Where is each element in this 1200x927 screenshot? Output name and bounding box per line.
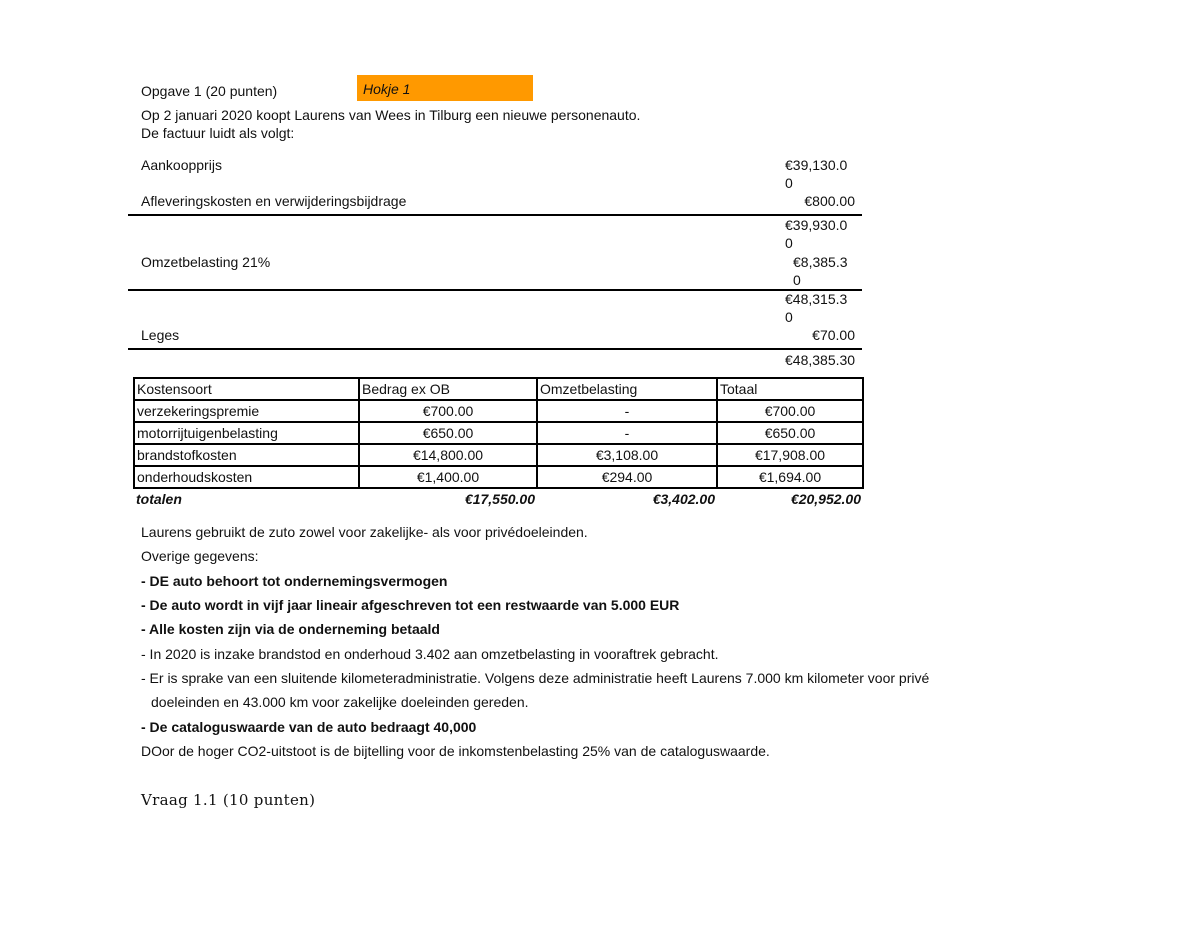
invoice-rule-1 — [128, 214, 862, 216]
invoice-rule-3 — [128, 348, 862, 350]
usage-paragraph: Laurens gebruikt de zuto zowel voor zakelijke- als voor privédoeleinden. — [141, 524, 588, 540]
table-cell: €1,400.00 — [359, 466, 537, 488]
table-totals-row — [134, 488, 863, 509]
bullet-ondernemingsvermogen: - DE auto behoort tot ondernemingsvermogen — [141, 573, 448, 589]
table-cell: €650.00 — [717, 422, 863, 444]
invoice-subtotal-2: €48,315.30 — [785, 291, 848, 325]
bullet-kilometers-cont: doeleinden en 43.000 km voor zakelijke doeleinden gereden. — [151, 694, 529, 710]
table-header-cell: Totaal — [717, 378, 863, 400]
invoice-label-aankoop: Aankoopprijs — [141, 157, 222, 173]
table-cell: €700.00 — [717, 400, 863, 422]
bullet-kilometers: - Er is sprake van een sluitende kilometeradministratie. Volgens deze administratie heeft Laurens 7.000 km kilometer voor privé — [141, 670, 930, 686]
table-header-cell: Bedrag ex OB — [359, 378, 537, 400]
intro-line-2: De factuur luidt als volgt: — [141, 125, 295, 141]
table-row — [134, 466, 863, 488]
bullet-cataloguswaarde: - De cataloguswaarde van de auto bedraagt 40,000 — [141, 719, 477, 735]
invoice-value-omzet: €8,385.30 — [793, 254, 848, 288]
bijtelling-paragraph: DOor de hoger CO2-uitstoot is de bijtelling voor de inkomstenbelasting 25% van de cataloguswaarde. — [141, 743, 770, 759]
table-total-cell: €17,550.00 — [464, 491, 535, 507]
invoice-value-aankoop: €39,130.00 — [785, 157, 848, 191]
costs-table — [133, 377, 864, 509]
invoice-rule-2 — [128, 289, 862, 291]
bullet-kosten: - Alle kosten zijn via de onderneming betaald — [141, 621, 440, 637]
invoice-value-leges: €70.00 — [812, 327, 855, 343]
answer-box-label: Hokje 1 — [357, 75, 533, 101]
table-cell: - — [537, 422, 717, 444]
table-header-cell: Kostensoort — [134, 378, 359, 400]
table-header-row — [134, 378, 863, 400]
table-total-cell: €20,952.00 — [790, 491, 861, 507]
invoice-label-leges: Leges — [141, 327, 180, 343]
table-cell: €3,108.00 — [537, 444, 717, 466]
invoice-label-aflevering: Afleveringskosten en verwijderingsbijdrage — [141, 193, 407, 209]
table-cell: €700.00 — [359, 400, 537, 422]
table-cell: €17,908.00 — [717, 444, 863, 466]
assignment-title: Opgave 1 (20 punten) — [141, 83, 278, 99]
bullet-vooraftrek: - In 2020 is inzake brandstod en onderhoud 3.402 aan omzetbelasting in vooraftrek gebracht. — [141, 646, 719, 662]
table-cell: motorrijtuigenbelasting — [134, 422, 359, 444]
question-title: Vraag 1.1 (10 punten) — [141, 791, 316, 809]
other-data-heading: Overige gegevens: — [141, 548, 259, 564]
table-cell: €650.00 — [359, 422, 537, 444]
table-cell: €14,800.00 — [359, 444, 537, 466]
table-cell: - — [537, 400, 717, 422]
table-total-cell: €3,402.00 — [652, 491, 715, 507]
invoice-subtotal-1: €39,930.00 — [785, 217, 848, 251]
invoice-label-omzet: Omzetbelasting 21% — [141, 254, 271, 270]
bullet-afschrijving: - De auto wordt in vijf jaar lineair afgeschreven tot een restwaarde van 5.000 EUR — [141, 597, 680, 613]
table-cell: €294.00 — [537, 466, 717, 488]
table-cell: €1,694.00 — [717, 466, 863, 488]
invoice-value-aflevering: €800.00 — [804, 193, 855, 209]
table-total-cell: totalen — [136, 491, 182, 507]
table-row — [134, 444, 863, 466]
table-row — [134, 400, 863, 422]
table-cell: verzekeringspremie — [134, 400, 359, 422]
table-row — [134, 422, 863, 444]
invoice-total: €48,385.30 — [785, 352, 856, 368]
table-cell: brandstofkosten — [134, 444, 359, 466]
table-cell: onderhoudskosten — [134, 466, 359, 488]
table-header-cell: Omzetbelasting — [537, 378, 717, 400]
intro-line-1: Op 2 januari 2020 koopt Laurens van Wees in Tilburg een nieuwe personenauto. — [141, 107, 641, 123]
